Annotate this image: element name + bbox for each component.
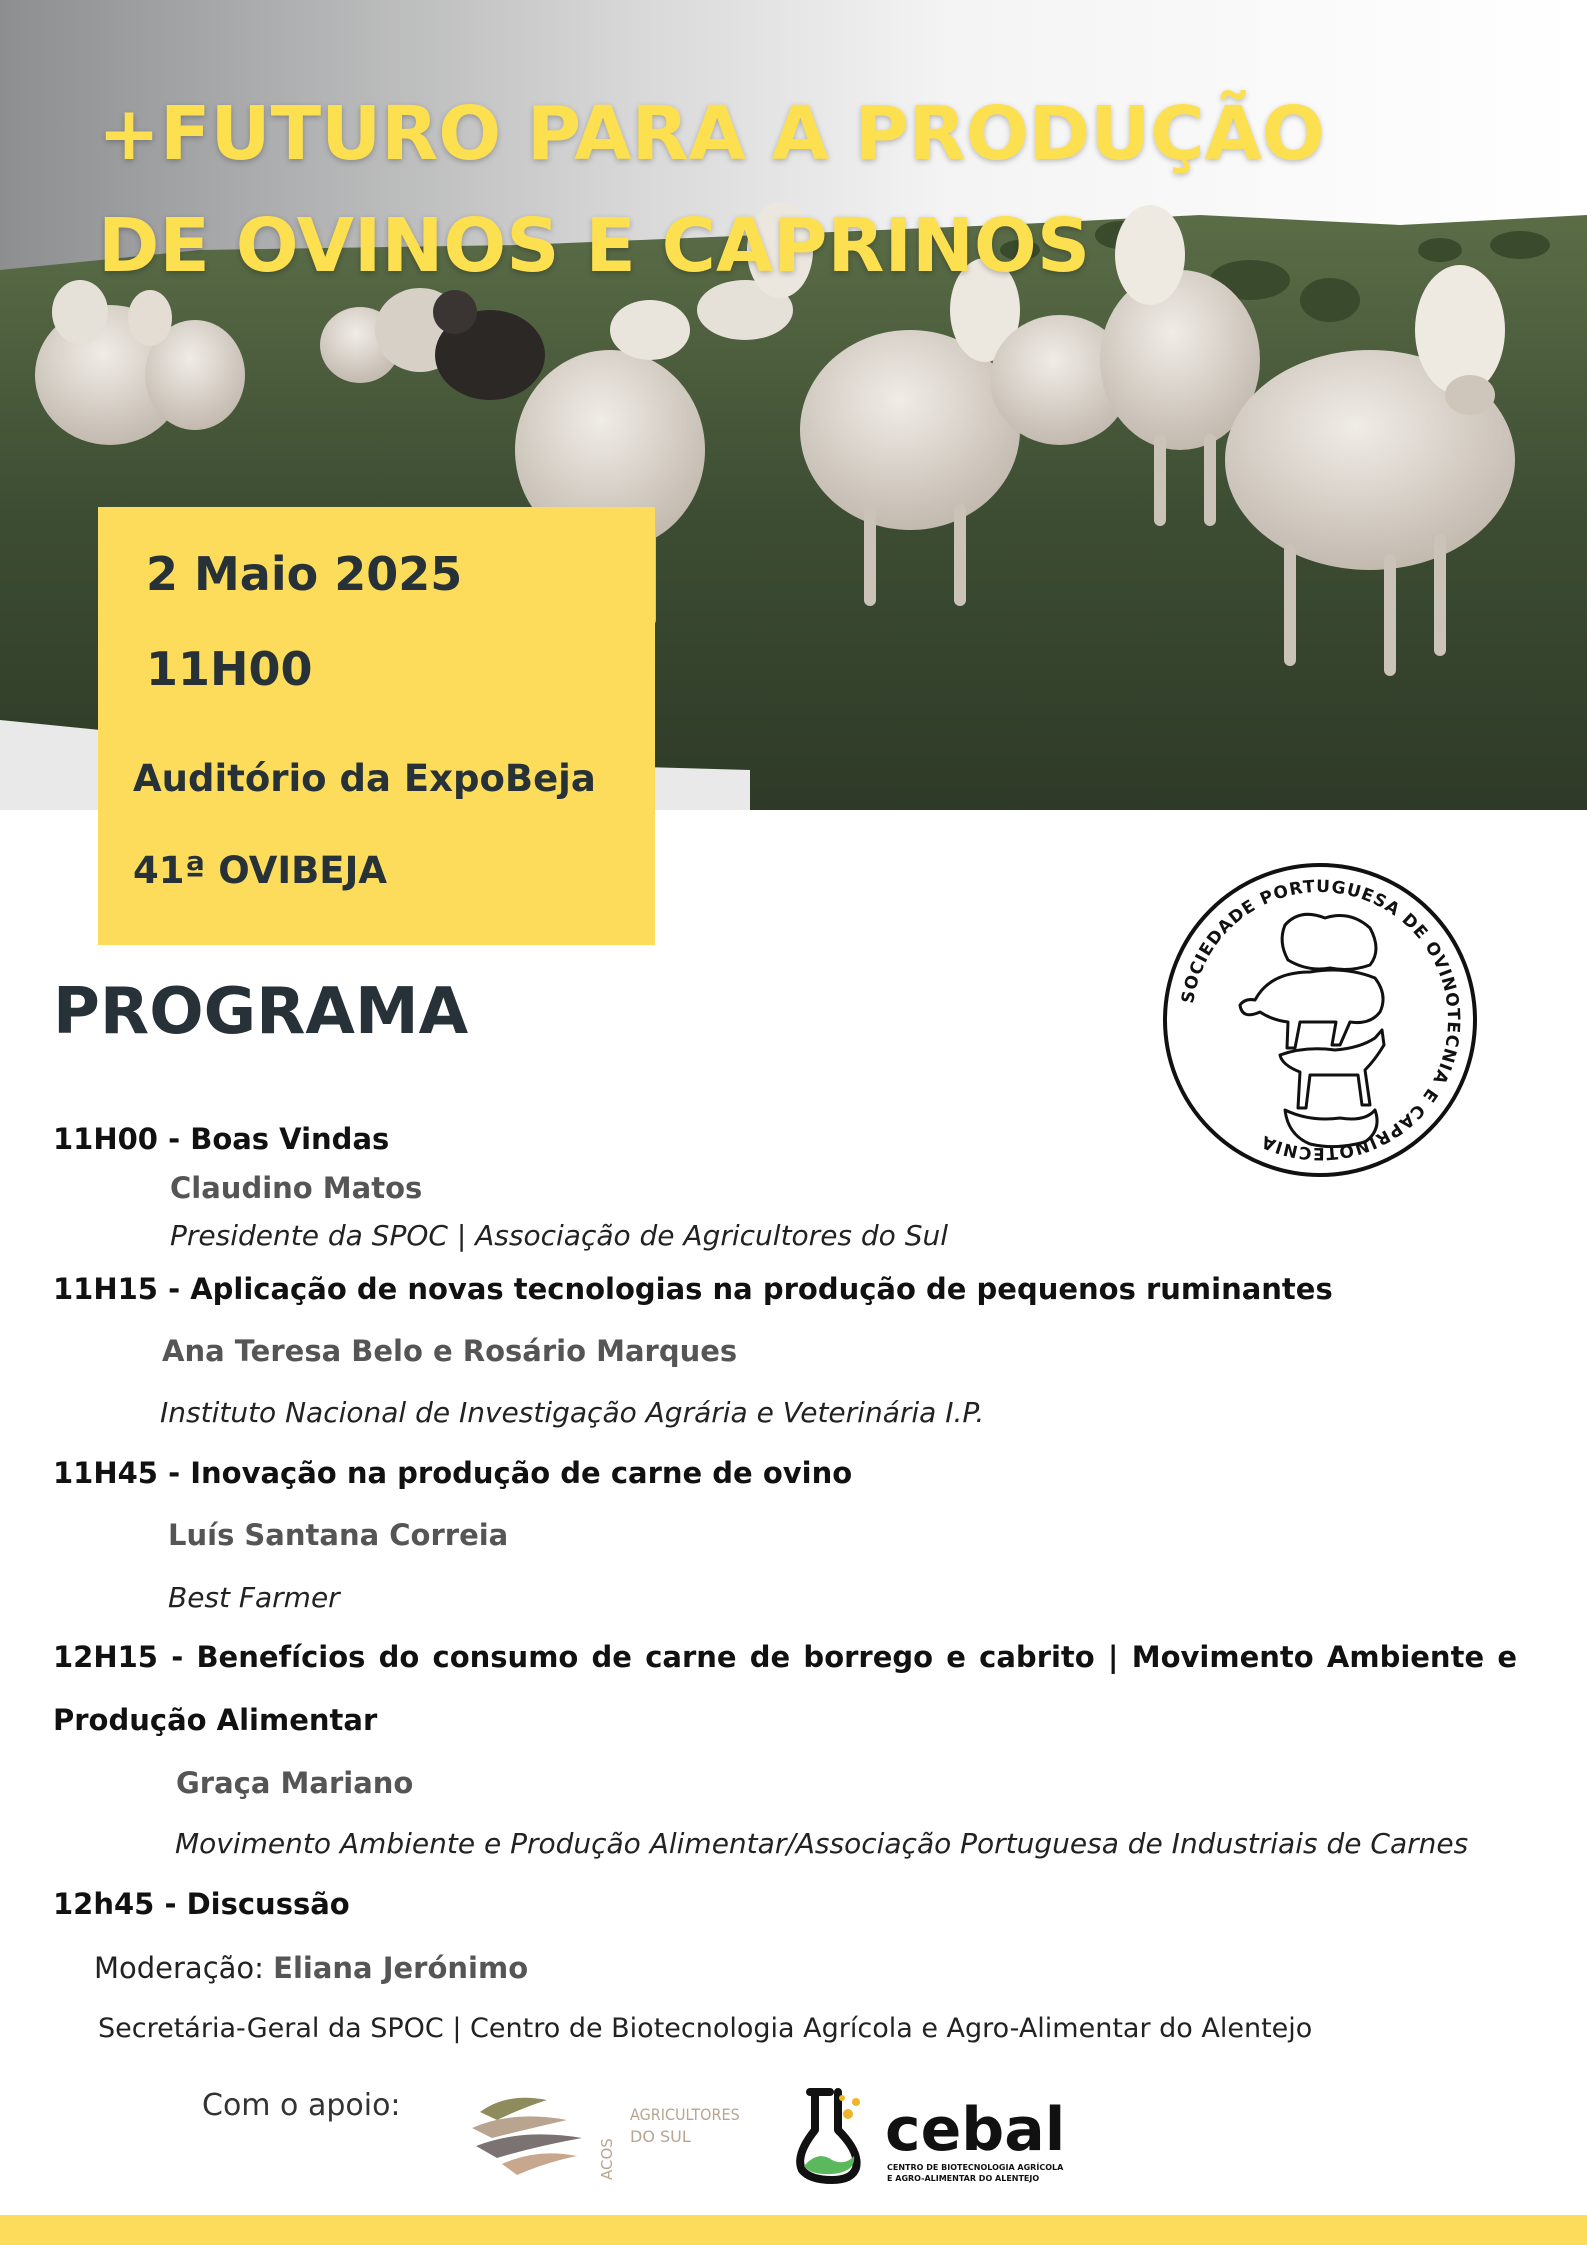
acos-name-line-2: DO SUL	[630, 2127, 691, 2146]
event-title	[98, 78, 1325, 302]
cebal-wordmark: cebal	[885, 2095, 1066, 2165]
program-item-2-speaker: Ana Teresa Belo e Rosário Marques	[162, 1334, 738, 1368]
cebal-logo	[790, 2080, 1090, 2190]
cebal-subtitle-line-2: E AGRO-ALIMENTAR DO ALENTEJO	[887, 2174, 1040, 2183]
acos-side-text: ACOS	[598, 2138, 616, 2180]
moderator-name: Eliana Jerónimo	[273, 1951, 529, 1985]
support-label: Com o apoio:	[202, 2088, 401, 2123]
acos-logo	[462, 2080, 740, 2180]
spoc-seal-logo	[1160, 860, 1480, 1180]
program-item-4-affiliation: Movimento Ambiente e Produção Alimentar/Associação Portuguesa de Industriais de Carnes	[175, 1827, 1469, 1860]
program-item-2-slot: 11H15 - Aplicação de novas tecnologias na produção de pequenos ruminantes	[53, 1272, 1333, 1306]
acos-name-line-1: AGRICULTORES	[630, 2105, 740, 2124]
event-edition: 41ª OVIBEJA	[133, 849, 387, 892]
footer-bar	[0, 2215, 1587, 2245]
event-date: 2 Maio 2025	[146, 547, 463, 601]
program-item-3-slot: 11H45 - Inovação na produção de carne de ovino	[53, 1456, 853, 1490]
program-item-1-slot: 11H00 - Boas Vindas	[53, 1122, 390, 1156]
moderation-label: Moderação:	[94, 1951, 264, 1985]
program-item-3-affiliation: Best Farmer	[168, 1581, 340, 1614]
program-item-4-slot-line-2: Produção Alimentar	[53, 1703, 378, 1737]
event-info-box	[98, 507, 655, 945]
program-item-1-affiliation: Presidente da SPOC | Associação de Agricultores do Sul	[170, 1219, 949, 1252]
moderation-line	[94, 1951, 528, 1985]
program-heading: PROGRAMA	[53, 975, 469, 1049]
program-item-3-speaker: Luís Santana Correia	[168, 1518, 509, 1552]
event-title-line-1: +FUTURO PARA A PRODUÇÃO	[98, 91, 1325, 177]
program-item-4-speaker: Graça Mariano	[176, 1766, 414, 1800]
seal-ring-text: SOCIEDADE PORTUGUESA DE OVINOTECNIA E CAPRINOTECNIA	[1178, 876, 1464, 1164]
cebal-subtitle-line-1: CENTRO DE BIOTECNOLOGIA AGRÍCOLA	[887, 2163, 1064, 2172]
program-item-5-slot: 12h45 - Discussão	[53, 1887, 350, 1921]
program-item-1-speaker: Claudino Matos	[170, 1171, 423, 1205]
event-venue: Auditório da ExpoBeja	[133, 757, 596, 800]
program-item-2-affiliation: Instituto Nacional de Investigação Agrária e Veterinária I.P.	[160, 1396, 985, 1429]
event-time: 11H00	[146, 642, 313, 696]
event-title-line-2: DE OVINOS E CAPRINOS	[98, 203, 1091, 289]
flask-icon	[800, 2092, 860, 2180]
program-item-4-slot-line-1: 12H15 - Benefícios do consumo de carne de borrego e cabrito | Movimento Ambiente e	[53, 1640, 1517, 1674]
moderator-affiliation: Secretária-Geral da SPOC | Centro de Biotecnologia Agrícola e Agro-Alimentar do Alentejo	[98, 2013, 1313, 2044]
